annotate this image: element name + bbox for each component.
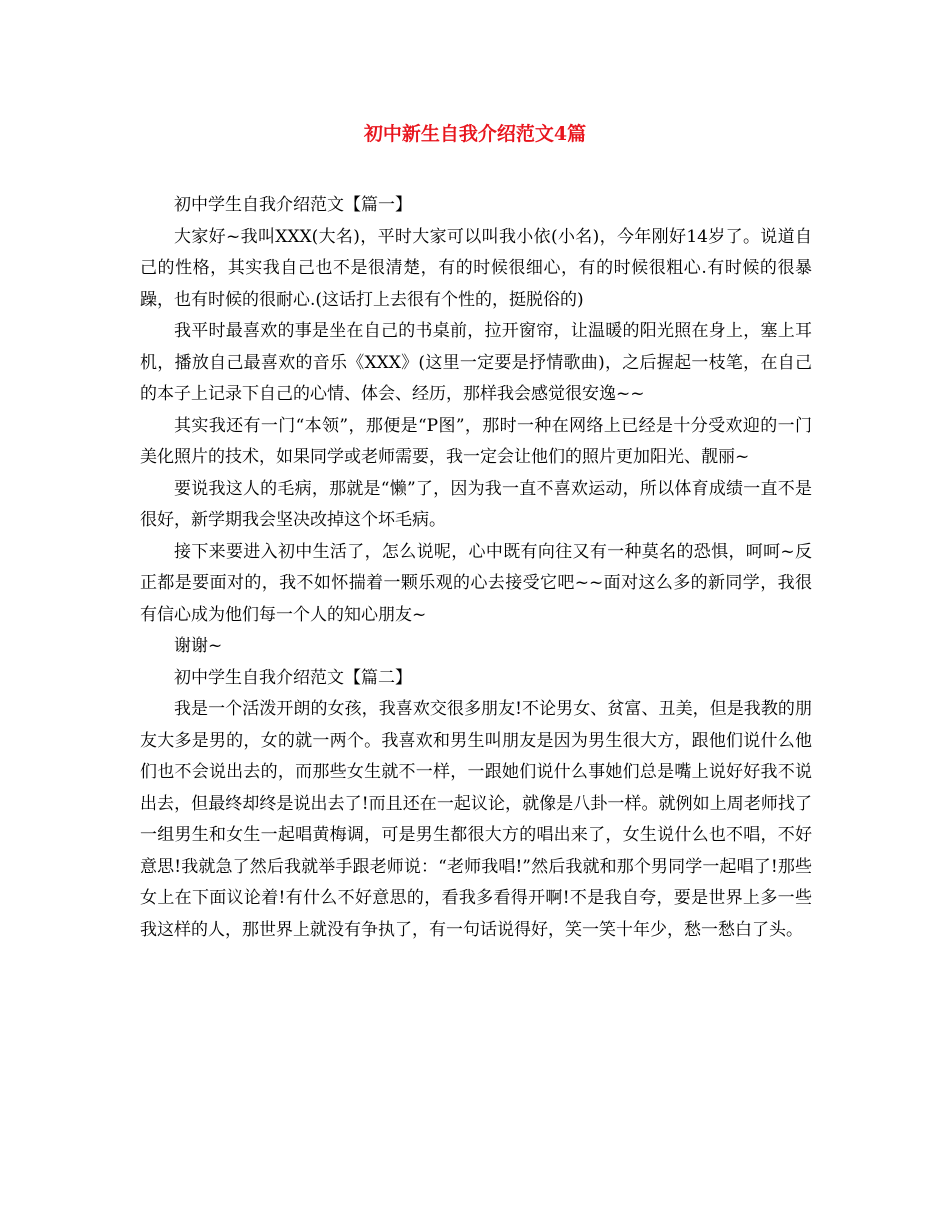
document-title: 初中新生自我介绍范文4篇 (363, 123, 587, 145)
document-body (140, 190, 812, 946)
paragraph: 大家好~我叫XXX(大名)，平时大家可以叫我小依(小名)，今年刚好14岁了。说道自己的性格，其实我自己也不是很清楚，有的时候很细心，有的时候很粗心.有时候的很暴躁，也有时候的很耐心.(这话打上去很有个性的，挺脱俗的) (140, 226, 812, 310)
paragraph: 其实我还有一门“本领”，那便是“P图”，那时一种在网络上已经是十分受欢迎的一门美化照片的技术，如果同学或老师需要，我一定会让他们的照片更加阳光、靓丽~ (140, 415, 812, 467)
paragraph: 我平时最喜欢的事是坐在自己的书桌前，拉开窗帘，让温暖的阳光照在身上，塞上耳机，播放自己最喜欢的音乐《XXX》(这里一定要是抒情歌曲)，之后握起一枝笔，在自己的本子上记录下自己的心情、体会、经历，那样我会感觉很安逸~~ (140, 321, 812, 404)
paragraph: 要说我这人的毛病，那就是“懒”了，因为我一直不喜欢运动，所以体育成绩一直不是很好，新学期我会坚决改掉这个坏毛病。 (140, 478, 812, 530)
section-heading-2: 初中学生自我介绍范文【篇二】 (174, 667, 412, 688)
paragraph: 接下来要进入初中生活了，怎么说呢，心中既有向往又有一种莫名的恐惧，呵呵~反正都是要面对的，我不如怀揣着一颗乐观的心去接受它吧~~面对这么多的新同学，我很有信心成为他们每一个人的知心朋友~ (140, 541, 812, 625)
paragraph: 谢谢~ (174, 636, 223, 656)
paragraph: 我是一个活泼开朗的女孩，我喜欢交很多朋友!不论男女、贫富、丑美，但是我教的朋友大多是男的，女的就一两个。我喜欢和男生叫朋友是因为男生很大方，跟他们说什么他们也不会说出去的，而那些女生就不一样，一跟她们说什么事她们总是嘴上说好好我不说出去，但最终却终是说出去了!而且还在一起议论，就像是八卦一样。就例如上周老师找了一组男生和女生一起唱黄梅调，可是男生都很大方的唱出来了，女生说什么也不唱，不好意思!我就急了然后我就举手跟老师说：“老师我唱!”然后我就和那个男同学一起唱了!那些女上在下面议论着!有什么不好意思的，看我多看得开啊!不是我自夸，要是世界上多一些我这样的人，那世界上就没有争执了，有一句话说得好，笑一笑十年少，愁一愁白了头。 (140, 699, 812, 940)
section-heading-1: 初中学生自我介绍范文【篇一】 (174, 195, 412, 215)
